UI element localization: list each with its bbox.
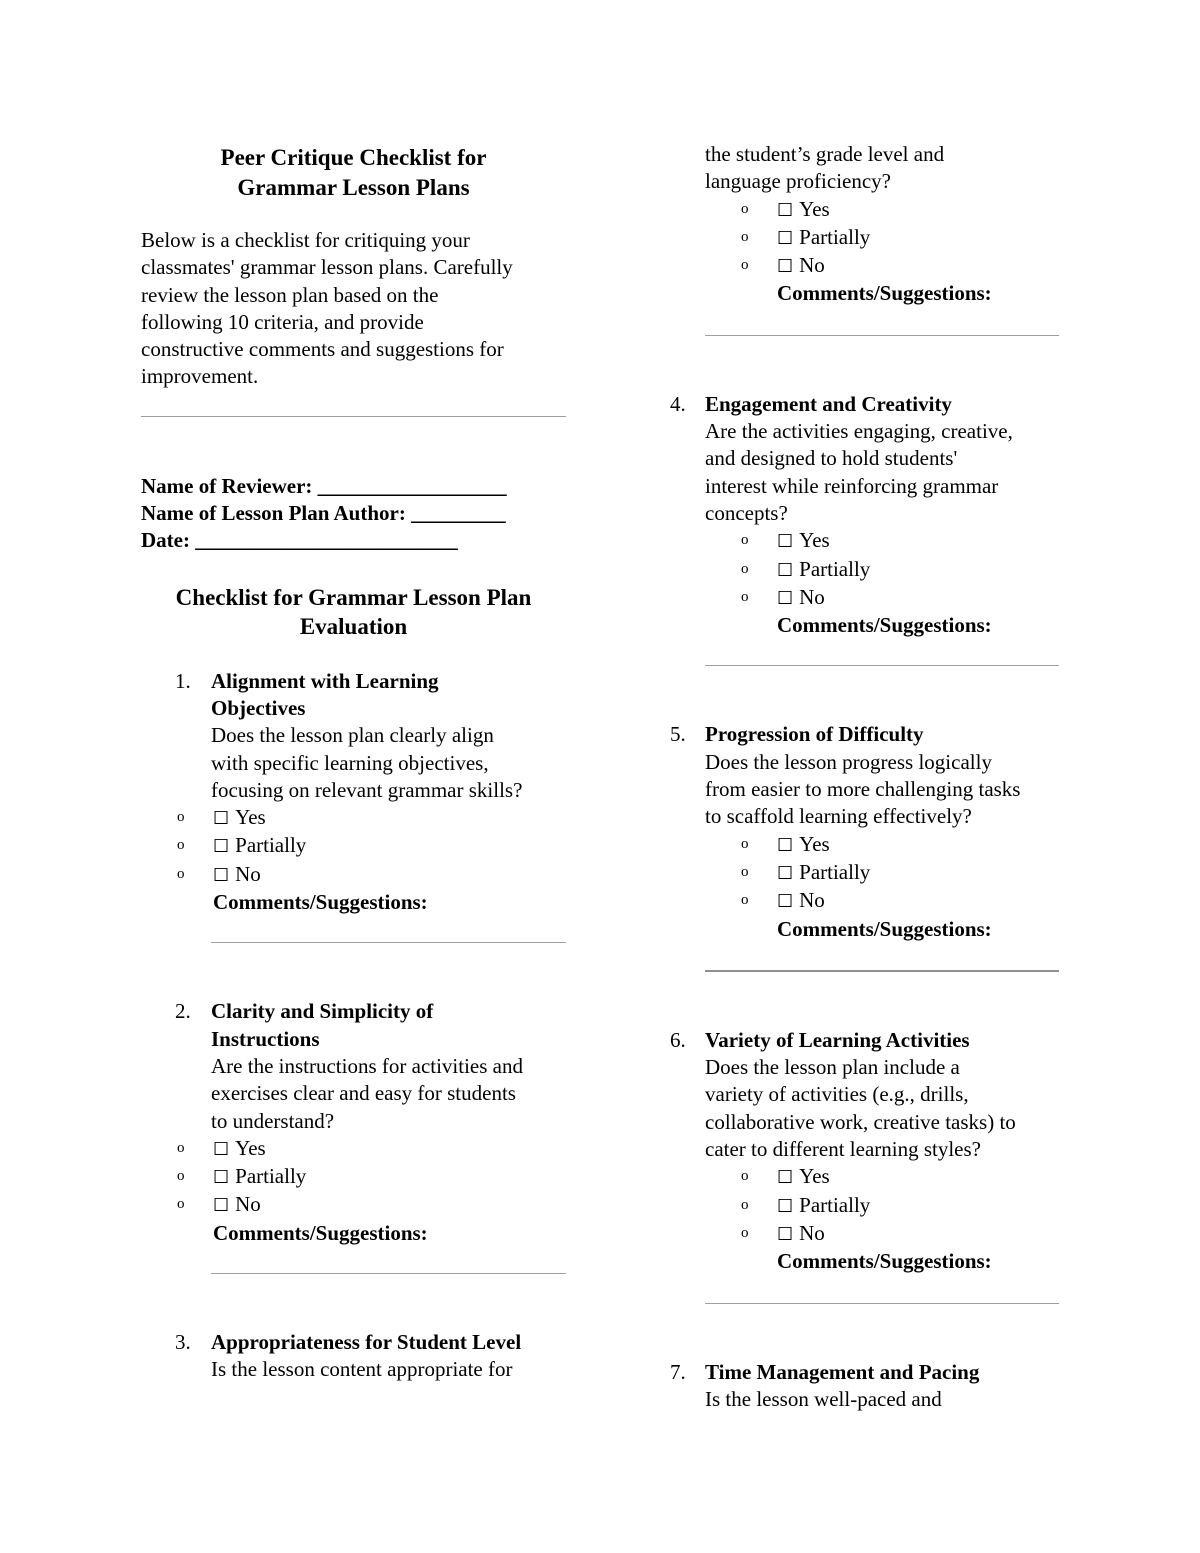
option-label: Partially — [799, 224, 871, 249]
item-3-options — [665, 196, 1065, 281]
bullet: o — [741, 1224, 749, 1241]
bullet: o — [741, 532, 749, 549]
checkbox-icon[interactable]: ☐ — [213, 1138, 230, 1160]
option-label: No — [799, 888, 825, 913]
bullet: o — [741, 200, 749, 217]
comments-line — [705, 1303, 1059, 1304]
item-question: variety of activities (e.g., drills, — [705, 1082, 969, 1107]
item-5-options — [665, 831, 1065, 916]
item-question: cater to different learning styles? — [705, 1137, 981, 1162]
item-question: interest while reinforcing grammar — [705, 473, 999, 498]
comments-label: Comments/Suggestions: — [777, 916, 992, 941]
item-2-options — [141, 1135, 571, 1220]
item-title: Progression of Difficulty — [705, 722, 924, 747]
option-label: Yes — [799, 1164, 830, 1189]
intro-line: following 10 criteria, and provide — [141, 309, 424, 334]
item-number: 5. — [670, 722, 686, 747]
checkbox-icon[interactable]: ☐ — [777, 587, 794, 609]
checklist-item-7 — [665, 1359, 1065, 1414]
option-partially[interactable] — [665, 1192, 1065, 1220]
option-partially[interactable] — [665, 224, 1065, 252]
checkbox-icon[interactable]: ☐ — [777, 891, 794, 913]
item-title: Instructions — [211, 1026, 320, 1051]
page-title — [141, 143, 566, 202]
comments-label: Comments/Suggestions: — [213, 890, 428, 915]
checkbox-icon[interactable]: ☐ — [777, 559, 794, 581]
item-number: 2. — [175, 999, 191, 1024]
option-label: Yes — [799, 831, 830, 856]
item-number: 4. — [670, 391, 686, 416]
item-title: Clarity and Simplicity of — [211, 999, 434, 1024]
item-question: Are the activities engaging, creative, — [705, 419, 1013, 444]
bullet: o — [177, 865, 185, 882]
option-yes[interactable] — [665, 527, 1065, 555]
comments-label: Comments/Suggestions: — [213, 1220, 428, 1245]
item-question: to scaffold learning effectively? — [705, 804, 972, 829]
option-no[interactable] — [665, 584, 1065, 612]
right-column — [665, 141, 1065, 1413]
option-no[interactable] — [665, 887, 1065, 915]
bullet: o — [741, 257, 749, 274]
checklist-title-line-1: Checklist for Grammar Lesson Plan — [175, 584, 532, 610]
item-question: Does the lesson progress logically — [705, 749, 992, 774]
option-label: No — [799, 584, 825, 609]
item-number: 1. — [175, 668, 191, 693]
bullet: o — [741, 588, 749, 605]
item-question: to understand? — [211, 1108, 335, 1133]
option-no[interactable] — [665, 1220, 1065, 1248]
checklist-item-3 — [141, 1329, 571, 1384]
item-title: Variety of Learning Activities — [705, 1027, 970, 1052]
comments-line — [211, 1273, 566, 1274]
item-number: 6. — [670, 1027, 686, 1052]
bullet: o — [741, 1168, 749, 1185]
bullet: o — [177, 1196, 185, 1213]
option-label: Partially — [799, 556, 871, 581]
page-title-line-2: Grammar Lesson Plans — [237, 174, 470, 200]
intro-paragraph — [141, 227, 571, 391]
option-no[interactable] — [141, 1191, 571, 1219]
option-partially[interactable] — [665, 859, 1065, 887]
option-label: Partially — [799, 1192, 871, 1217]
comments-line — [705, 335, 1059, 336]
checkbox-icon[interactable]: ☐ — [213, 1167, 230, 1189]
bullet: o — [741, 1196, 749, 1213]
checklist-item-2 — [141, 998, 571, 1134]
checklist-item-1 — [141, 668, 571, 804]
intro-line: classmates' grammar lesson plans. Carefully — [141, 255, 513, 280]
comments-label: Comments/Suggestions: — [777, 281, 992, 306]
item-question: collaborative work, creative tasks) to — [705, 1109, 1016, 1134]
checkbox-icon[interactable]: ☐ — [777, 1223, 794, 1245]
option-label: Partially — [799, 859, 871, 884]
page-title-line-1: Peer Critique Checklist for — [220, 145, 487, 170]
item-title: Objectives — [211, 695, 306, 720]
bullet: o — [177, 809, 185, 826]
option-label: Yes — [235, 805, 266, 830]
author-name-field: Name of Lesson Plan Author: _________ — [141, 501, 506, 526]
option-yes[interactable] — [665, 831, 1065, 859]
item-title: Alignment with Learning — [211, 668, 439, 693]
comments-label: Comments/Suggestions: — [777, 1249, 992, 1274]
item-title: Time Management and Pacing — [705, 1359, 980, 1384]
item-question: from easier to more challenging tasks — [705, 777, 1021, 802]
option-yes[interactable] — [141, 1135, 571, 1163]
option-no[interactable] — [665, 252, 1065, 280]
bullet: o — [177, 837, 185, 854]
date-field: Date: _________________________ — [141, 528, 458, 553]
intro-line: constructive comments and suggestions for — [141, 337, 504, 362]
checkbox-icon[interactable]: ☐ — [777, 834, 794, 856]
option-label: No — [235, 861, 261, 886]
intro-line: improvement. — [141, 364, 259, 389]
item-title: Appropriateness for Student Level — [211, 1330, 522, 1355]
checkbox-icon[interactable]: ☐ — [777, 1195, 794, 1217]
checkbox-icon[interactable]: ☐ — [777, 531, 794, 553]
item-question: concepts? — [705, 500, 788, 525]
bullet: o — [177, 1168, 185, 1185]
item-title: Engagement and Creativity — [705, 391, 952, 416]
comments-line — [705, 970, 1059, 972]
bullet: o — [177, 1139, 185, 1156]
checkbox-icon[interactable]: ☐ — [213, 836, 230, 858]
item-question: Does the lesson plan clearly align — [211, 723, 494, 748]
intro-line: review the lesson plan based on the — [141, 282, 439, 307]
option-yes[interactable] — [665, 1163, 1065, 1191]
item-question: language proficiency? — [705, 169, 891, 194]
checklist-title — [141, 583, 566, 642]
item-question: Is the lesson content appropriate for — [211, 1357, 513, 1382]
option-partially[interactable] — [141, 832, 571, 860]
option-yes[interactable] — [665, 196, 1065, 224]
checkbox-icon[interactable]: ☐ — [777, 1167, 794, 1189]
option-partially[interactable] — [141, 1163, 571, 1191]
checklist-item-5 — [665, 721, 1065, 830]
item-1-options — [141, 804, 571, 889]
item-question: focusing on relevant grammar skills? — [211, 777, 523, 802]
checkbox-icon[interactable]: ☐ — [777, 256, 794, 278]
comments-line — [211, 942, 566, 943]
intro-line: Below is a checklist for critiquing your — [141, 228, 470, 252]
item-4-options — [665, 527, 1065, 612]
option-label: No — [799, 1220, 825, 1245]
item-question: Is the lesson well-paced and — [705, 1386, 942, 1411]
reviewer-fields — [141, 473, 571, 555]
item-question: Does the lesson plan include a — [705, 1055, 960, 1080]
item-number: 3. — [175, 1330, 191, 1355]
divider — [141, 416, 566, 417]
option-partially[interactable] — [665, 556, 1065, 584]
bullet: o — [741, 863, 749, 880]
reviewer-name-field: Name of Reviewer: __________________ — [141, 473, 507, 498]
item-number: 7. — [670, 1359, 686, 1384]
bullet: o — [741, 892, 749, 909]
option-label: No — [235, 1192, 261, 1217]
option-label: Partially — [235, 833, 307, 858]
checkbox-icon[interactable]: ☐ — [777, 227, 794, 249]
comments-line — [705, 665, 1059, 666]
checkbox-icon[interactable]: ☐ — [777, 199, 794, 221]
item-question: exercises clear and easy for students — [211, 1081, 516, 1106]
item-question: with specific learning objectives, — [211, 750, 489, 775]
item-question: and designed to hold students' — [705, 446, 958, 471]
option-no[interactable] — [141, 861, 571, 889]
checklist-item-6 — [665, 1027, 1065, 1163]
checklist-item-4 — [665, 391, 1065, 527]
item-3-continued — [665, 141, 1065, 196]
bullet: o — [741, 835, 749, 852]
checkbox-icon[interactable]: ☐ — [213, 1195, 230, 1217]
option-label: Partially — [235, 1164, 307, 1189]
option-label: Yes — [799, 528, 830, 553]
item-6-options — [665, 1163, 1065, 1248]
comments-label: Comments/Suggestions: — [777, 613, 992, 638]
checkbox-icon[interactable]: ☐ — [213, 864, 230, 886]
left-column — [141, 143, 571, 1384]
item-question: Are the instructions for activities and — [211, 1053, 523, 1078]
bullet: o — [741, 228, 749, 245]
checklist-title-line-2: Evaluation — [299, 614, 408, 640]
option-label: Yes — [235, 1135, 266, 1160]
option-label: Yes — [799, 196, 830, 221]
option-label: No — [799, 253, 825, 278]
option-yes[interactable] — [141, 804, 571, 832]
item-question: the student’s grade level and — [705, 142, 945, 166]
checkbox-icon[interactable]: ☐ — [777, 862, 794, 884]
bullet: o — [741, 560, 749, 577]
checkbox-icon[interactable]: ☐ — [213, 808, 230, 830]
